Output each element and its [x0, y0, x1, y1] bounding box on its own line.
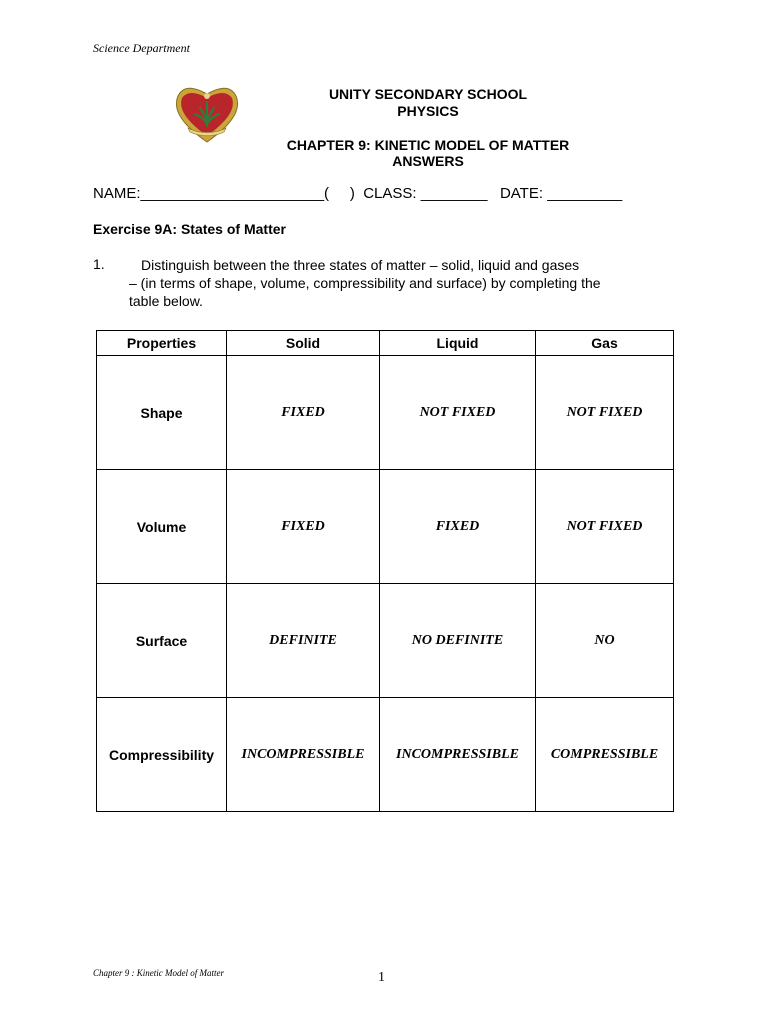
- subject-title: PHYSICS: [397, 103, 459, 119]
- states-of-matter-table: [96, 330, 674, 812]
- answers-label: ANSWERS: [392, 153, 464, 169]
- solid-cell: FIXED: [227, 470, 380, 584]
- column-header: Gas: [536, 331, 674, 356]
- column-header: Liquid: [380, 331, 536, 356]
- table-row: [97, 698, 674, 812]
- solid-cell: FIXED: [227, 356, 380, 470]
- chapter-title: CHAPTER 9: KINETIC MODEL OF MATTER: [286, 137, 570, 153]
- table-header-row: [97, 331, 674, 356]
- liquid-cell: NOT FIXED: [380, 356, 536, 470]
- liquid-cell: INCOMPRESSIBLE: [380, 698, 536, 812]
- question-text: [129, 256, 669, 310]
- property-cell: Surface: [97, 584, 227, 698]
- name-class-date-line: NAME:______________________( ) CLASS: ________ DATE: _________: [93, 185, 623, 202]
- question-line: table below.: [129, 293, 203, 309]
- property-cell: Compressibility: [97, 698, 227, 812]
- column-header: Properties: [97, 331, 227, 356]
- table-row: [97, 356, 674, 470]
- table-row: [97, 584, 674, 698]
- liquid-cell: NO DEFINITE: [380, 584, 536, 698]
- property-cell: Volume: [97, 470, 227, 584]
- department-label: Science Department: [93, 41, 190, 55]
- question-line: Distinguish between the three states of matter – solid, liquid and gases: [141, 257, 580, 273]
- school-name: UNITY SECONDARY SCHOOL: [328, 86, 528, 102]
- footer-chapter-note: Chapter 9 : Kinetic Model of Matter: [93, 968, 224, 978]
- solid-cell: INCOMPRESSIBLE: [227, 698, 380, 812]
- solid-cell: DEFINITE: [227, 584, 380, 698]
- question-number: 1.: [93, 256, 105, 272]
- liquid-cell: FIXED: [380, 470, 536, 584]
- page-number: 1: [378, 970, 385, 985]
- table-row: [97, 470, 674, 584]
- gas-cell: COMPRESSIBLE: [536, 698, 674, 812]
- gas-cell: NOT FIXED: [536, 356, 674, 470]
- gas-cell: NO: [536, 584, 674, 698]
- gas-cell: NOT FIXED: [536, 470, 674, 584]
- property-cell: Shape: [97, 356, 227, 470]
- column-header: Solid: [227, 331, 380, 356]
- exercise-title: Exercise 9A: States of Matter: [93, 221, 286, 237]
- question-line: – (in terms of shape, volume, compressibility and surface) by completing the: [129, 275, 601, 291]
